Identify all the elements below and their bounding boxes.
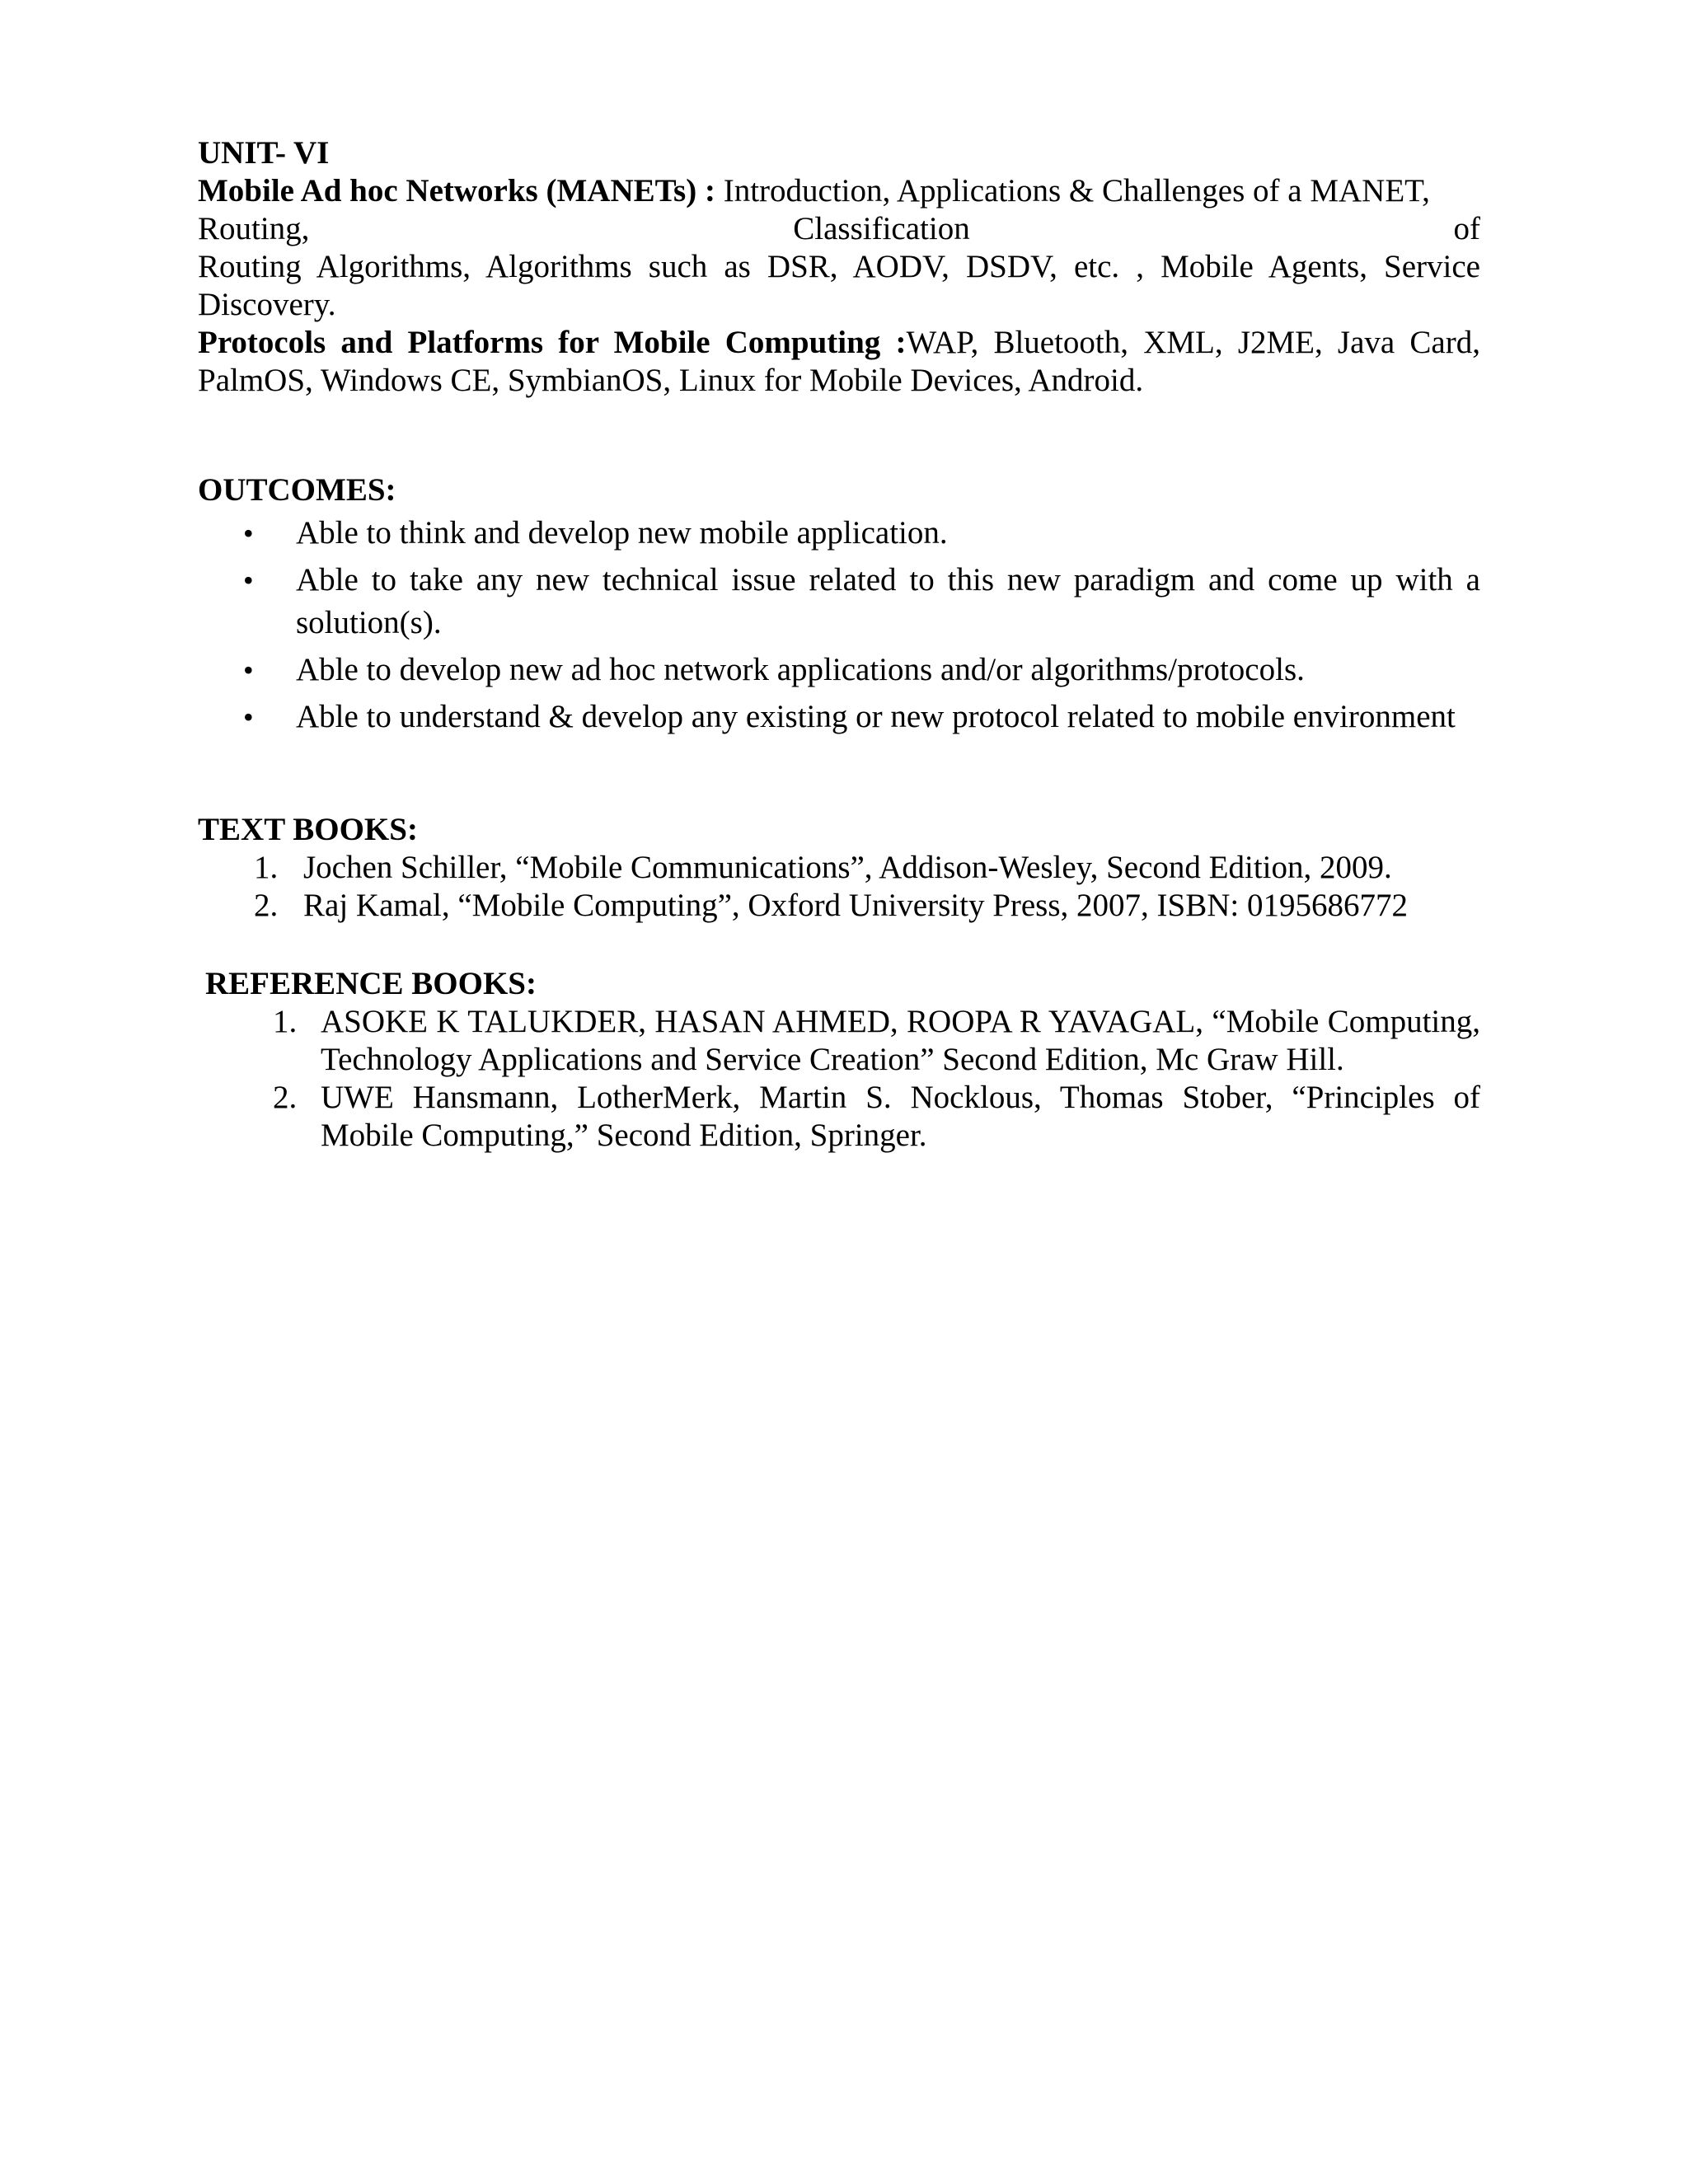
outcomes-list xyxy=(198,512,1480,738)
list-item xyxy=(198,887,1480,925)
outcome-text: Able to think and develop new mobile application. xyxy=(296,515,948,551)
bullet-icon: • xyxy=(243,517,254,550)
manets-text-2: Routing Algorithms, Algorithms such as DSR, AODV, DSDV, etc. , Mobile Agents, Service Discovery. xyxy=(198,249,1480,322)
routing-line xyxy=(198,210,1480,248)
list-item xyxy=(198,849,1480,887)
manets-paragraph xyxy=(198,172,1480,210)
protocols-heading: Protocols and Platforms for Mobile Computing : xyxy=(198,325,907,360)
protocols-text: WAP, Bluetooth, XML, J2ME, Java Card, PalmOS, Windows CE, SymbianOS, Linux for Mobile Devices, Android. xyxy=(198,325,1480,398)
book-citation: Jochen Schiller, “Mobile Communications”, Addison-Wesley, Second Edition, 2009. xyxy=(303,850,1392,885)
book-citation: UWE Hansmann, LotherMerk, Martin S. Nocklous, Thomas Stober, “Principles of Mobile Computing,” Second Edition, Springer. xyxy=(321,1080,1480,1153)
item-number: 1. xyxy=(273,1004,298,1039)
list-item xyxy=(198,512,1480,555)
manets-text-1: Introduction, Applications & Challenges of a MANET, xyxy=(715,173,1430,209)
text-books-heading: TEXT BOOKS: xyxy=(198,812,418,847)
list-item xyxy=(198,1079,1480,1155)
bullet-icon: • xyxy=(243,654,254,687)
of-word: of xyxy=(1453,211,1480,246)
reference-books-list xyxy=(198,1003,1480,1155)
manets-heading: Mobile Ad hoc Networks (MANETs) : xyxy=(198,173,715,209)
book-citation: ASOKE K TALUKDER, HASAN AHMED, ROOPA R YAVAGAL, “Mobile Computing, Technology Applications and Service Creation” Second Edition, Mc Graw Hill. xyxy=(321,1004,1480,1077)
outcomes-heading: OUTCOMES: xyxy=(198,472,396,508)
unit-title: UNIT- VI xyxy=(198,135,330,171)
book-citation: Raj Kamal, “Mobile Computing”, Oxford University Press, 2007, ISBN: 0195686772 xyxy=(303,888,1408,923)
reference-books-heading: REFERENCE BOOKS: xyxy=(205,966,537,1001)
routing-word: Routing, xyxy=(198,211,310,246)
item-number: 2. xyxy=(273,1080,298,1115)
list-item xyxy=(198,649,1480,691)
classification-word: Classification xyxy=(793,211,970,246)
text-books-list xyxy=(198,849,1480,925)
bullet-icon: • xyxy=(243,564,254,597)
list-item xyxy=(198,559,1480,644)
bullet-icon: • xyxy=(243,701,254,733)
document-page xyxy=(198,134,1480,1155)
outcome-text: Able to understand & develop any existing or new protocol related to mobile environment xyxy=(296,699,1456,734)
list-item xyxy=(198,696,1480,738)
outcome-text: Able to take any new technical issue related to this new paradigm and come up with a solution(s). xyxy=(296,562,1480,640)
protocols-paragraph xyxy=(198,324,1480,400)
item-number: 1. xyxy=(254,850,279,885)
outcome-text: Able to develop new ad hoc network applications and/or algorithms/protocols. xyxy=(296,652,1305,687)
list-item xyxy=(198,1003,1480,1079)
item-number: 2. xyxy=(254,888,279,923)
